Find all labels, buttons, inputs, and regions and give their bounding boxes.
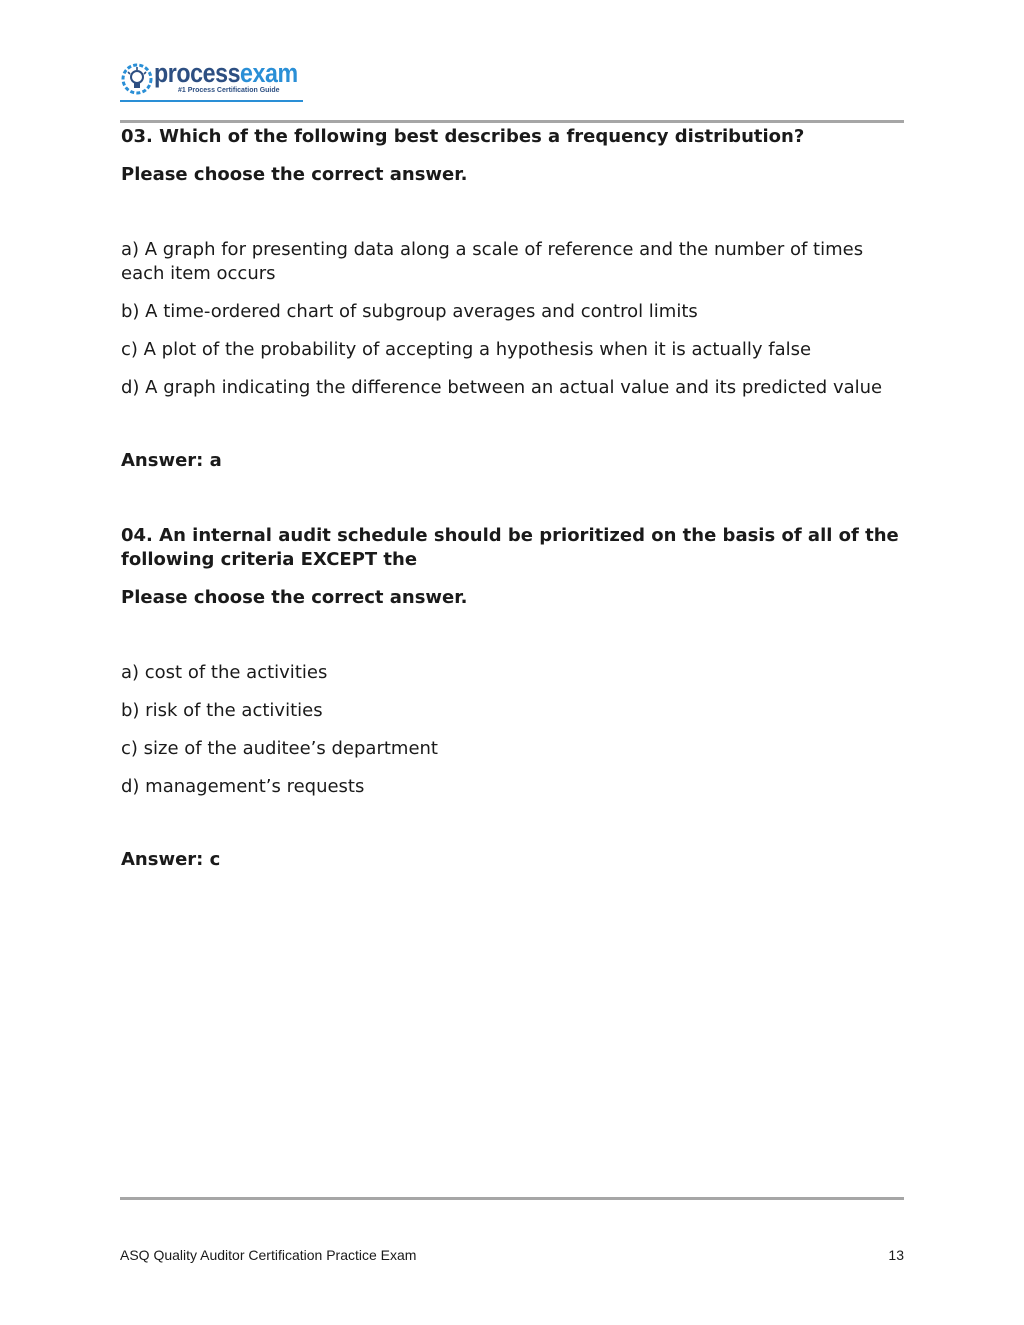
options-list xyxy=(121,238,905,400)
footer-title: ASQ Quality Auditor Certification Practice Exam xyxy=(120,1247,417,1263)
lightbulb-gear-icon xyxy=(120,62,154,96)
page-content xyxy=(121,125,905,872)
footer-divider xyxy=(120,1197,904,1200)
answer-text: Answer: a xyxy=(121,450,222,471)
option-a: a) cost of the activities xyxy=(121,662,328,683)
question-title: 04. An internal audit schedule should be prioritized on the basis of all of the following criteria EXCEPT the xyxy=(121,525,899,570)
option-d: d) management’s requests xyxy=(121,776,365,797)
answer-text: Answer: c xyxy=(121,849,221,870)
option-c: c) A plot of the probability of accepting a hypothesis when it is actually false xyxy=(121,339,812,360)
logo-wordmark xyxy=(154,56,298,90)
question-title: 03. Which of the following best describes a frequency distribution? xyxy=(121,126,805,147)
option-b: b) A time-ordered chart of subgroup averages and control limits xyxy=(121,301,698,322)
logo-word-exam: exam xyxy=(240,58,298,88)
option-c: c) size of the auditee’s department xyxy=(121,738,438,759)
processexam-logo xyxy=(120,60,310,104)
question-block xyxy=(121,524,905,872)
question-block xyxy=(121,125,905,473)
header-divider xyxy=(120,120,904,123)
page-number: 13 xyxy=(888,1247,904,1263)
logo-underline xyxy=(120,100,303,102)
option-b: b) risk of the activities xyxy=(121,700,323,721)
logo-tagline: #1 Process Certification Guide xyxy=(178,87,280,94)
logo-word-process: process xyxy=(154,58,241,88)
options-list xyxy=(121,661,905,799)
question-prompt: Please choose the correct answer. xyxy=(121,164,468,185)
option-d: d) A graph indicating the difference between an actual value and its predicted value xyxy=(121,377,883,398)
option-a: a) A graph for presenting data along a scale of reference and the number of times each item occurs xyxy=(121,239,864,284)
question-prompt: Please choose the correct answer. xyxy=(121,587,468,608)
